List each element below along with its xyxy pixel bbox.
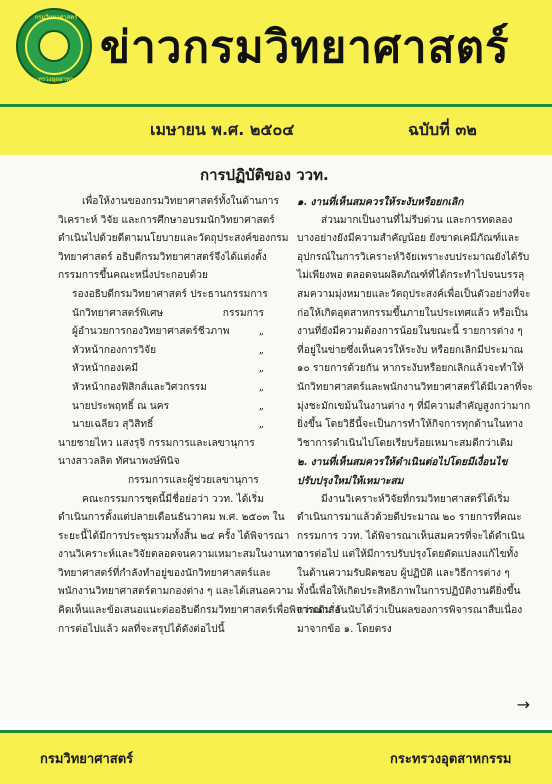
- text-line: ดำเนินการมาแล้วด้วยดีประมาณ ๒๐ รายการที่คณะ: [297, 512, 522, 524]
- text-line: กรรมการ ววท. ได้พิจารณาเห็นสมควรที่จะได้ดำเนิน: [297, 530, 525, 542]
- text-line: ดำเนินการตั้งแต่ปลายเดือนธันวาคม พ.ศ. ๒๕๐๓ ใน: [58, 512, 285, 524]
- member-mark: „: [258, 363, 264, 375]
- continue-arrow-icon: →: [516, 695, 530, 714]
- text-line: ในด้านความรับผิดชอบ ผู้ปฏิบัติ และวิธีการต่าง ๆ: [297, 567, 510, 579]
- left-body-paragraph: [58, 491, 340, 640]
- member-row: [58, 360, 290, 379]
- text-line: นางสาวลลิต ทัศนาพงษ์พินิจ: [58, 456, 180, 468]
- text-line: ดำเนินไปด้วยดีตามนโยบายและวัตถุประสงค์ของกรม: [58, 233, 289, 245]
- newsletter-title: ข่าวกรมวิทยาศาสตร์: [100, 22, 510, 73]
- issue-date: เมษายน พ.ศ. ๒๕๐๔: [150, 120, 295, 139]
- text-line: คณะกรรมการชุดนี้มีชื่อย่อว่า ววท. ได้เริ่ม: [82, 493, 264, 505]
- footer-banner: [0, 730, 552, 784]
- member-role: รองอธิบดีกรมวิทยาศาสตร์ ประธานกรรมการ: [72, 288, 268, 300]
- text-line: นักวิทยาศาสตร์และพนักงานวิทยาศาสตร์ได้มีเวลาที่จะ: [297, 381, 533, 393]
- member-role: นายประพฤทธิ์ ณ นคร: [72, 400, 170, 412]
- member-mark: „: [258, 344, 264, 356]
- text-line: บางอย่างยังมีความสำคัญน้อย ยังขาดเคมีภัณฑ์และ: [297, 233, 520, 245]
- masthead-banner: [0, 0, 552, 155]
- member-role: หัวหน้ากองการวิจัย: [72, 344, 157, 356]
- member-role: หัวหน้ากองเคมี: [72, 363, 139, 375]
- left-intro-paragraph: [58, 193, 290, 286]
- article-title: การปฏิบัติของ ววท.: [200, 166, 329, 184]
- text-line: ก่อให้เกิดอุตสาหกรรมขึ้นภายในประเทศแล้ว หรือเป็น: [297, 307, 528, 319]
- text-line: ส่วนมากเป็นงานที่ไม่รีบด่วน และการทดลอง: [321, 214, 513, 226]
- text-line: วิทยาศาสตร์ที่กำลังทำอยู่ของนักวิทยาศาสตร์และ: [58, 567, 272, 579]
- member-row: [58, 323, 290, 342]
- member-mark: „: [258, 419, 264, 431]
- footer-divider: [0, 730, 552, 733]
- member-row: [58, 342, 290, 361]
- text-line: วิทยาศาสตร์ อธิบดีกรมวิทยาศาสตร์จึงได้แต่งตั้ง: [58, 251, 267, 263]
- text-line: การต่อไป แต่ให้มีการปรับปรุงโดยดัดแปลงแก้ไขทั้ง: [297, 549, 519, 561]
- member-role: ผู้อำนวยการกองวิทยาศาสตร์ชีวภาพ: [72, 326, 230, 338]
- text-line: กรรมการขึ้นคณะหนึ่งประกอบด้วย: [58, 270, 208, 282]
- text-line: ที่อยู่ในข่ายซึ่งเห็นควรให้ระงับ หรือยกเลิกมีประมาณ: [297, 344, 524, 356]
- secretary-list: [58, 435, 290, 472]
- section-2-heading: ๒. งานที่เห็นสมควรให้ดำเนินต่อไปโดยมีเงื่อนไข: [297, 456, 508, 469]
- text-line: วิชาการดำเนินไปโดยเรียบร้อยเหมาะสมดีกว่าเดิม: [297, 437, 514, 449]
- text-line: สมความมุ่งหมายและวัตถุประสงค์เพื่อเป็นตัวอย่างที่จะ: [297, 288, 531, 300]
- member-row: [58, 398, 290, 417]
- text-line: ๑๐ รายการด้วยกัน หากระงับหรือยกเลิกแล้วจะทำให้: [297, 363, 524, 375]
- committee-members-list: [58, 286, 290, 435]
- seal-emblem-icon: [38, 30, 70, 62]
- text-line: มีงานวิเคราะห์วิจัยที่กรมวิทยาศาสตร์ได้เริ่ม: [321, 493, 510, 505]
- text-line: คิดเห็นและข้อเสนอแนะต่ออธิบดีกรมวิทยาศาสตร์เพื่อพิจารณาสั่ง: [58, 605, 340, 617]
- member-mark: „: [258, 400, 264, 412]
- text-line: ระยะนี้ได้มีการประชุมรวมทั้งสิ้น ๒๔ ครั้ง ได้พิจารณา: [58, 530, 290, 542]
- secretary-role: กรรมการและผู้ช่วยเลขานุการ: [128, 474, 259, 486]
- text-line: งานที่ยังมีความต้องการน้อยในขณะนี้ รายการต่าง ๆ: [297, 326, 523, 338]
- section-2-heading-cont: ปรับปรุงใหม่ให้เหมาะสม: [297, 474, 404, 487]
- text-line: อุปกรณ์ในการวิเคราะห์วิจัยเพราะงบประมาณยังได้รับ: [297, 251, 530, 263]
- member-row: [58, 305, 290, 324]
- text-line: เพื่อให้งานของกรมวิทยาศาสตร์ทั้งในด้านการ: [82, 196, 279, 207]
- department-seal-logo: [16, 8, 92, 84]
- text-line: ทั้งนี้เพื่อให้เกิดประสิทธิภาพในการปฏิบัติงานดียิ่งขึ้น: [297, 586, 521, 598]
- masthead-divider: [0, 104, 552, 107]
- member-row: [58, 416, 290, 435]
- text-line: มุ่งชะมักเขม้นในงานต่าง ๆ ที่มีความสำคัญสูงกว่ามาก: [297, 400, 531, 412]
- footer-department: กรมวิทยาศาสตร์: [40, 752, 134, 767]
- seal-bottom-text: กระทรวงอุตสาหกรรม: [27, 76, 85, 83]
- text-line: การต่อไปแล้ว ผลที่จะสรุปได้ดังต่อไปนี้: [58, 623, 225, 635]
- footer-ministry: กระทรวงอุตสาหกรรม: [390, 752, 512, 767]
- text-line: วิเคราะห์ วิจัย และการศึกษาอบรมนักวิทยาศาสตร์: [58, 214, 275, 226]
- text-line: นายชายไหว แสงรุจิ กรรมการและเลขานุการ: [58, 437, 255, 449]
- text-line: ไม่เพียงพอ ตลอดจนผลิตภัณฑ์ที่ได้กระทำไปจนบรรลุ: [297, 270, 525, 282]
- text-line: งานวิเคราะห์และวิจัยตลอดจนความเหมาะสมในงานทาง: [58, 549, 303, 561]
- section-1-heading: ๑. งานที่เห็นสมควรให้ระงับหรือยกเลิก: [297, 196, 464, 208]
- text-line: มาจากข้อ ๑. โดยตรง: [297, 623, 392, 635]
- article-body: [0, 155, 552, 720]
- text-line: กว่าเดิม อันนับได้ว่าเป็นผลของการพิจารณาสืบเนื่อง: [297, 605, 523, 617]
- member-mark: กรรมการ: [222, 307, 264, 319]
- right-column: [297, 193, 539, 639]
- member-mark: „: [258, 326, 264, 338]
- section-1-paragraph: [297, 212, 539, 454]
- seal-top-text: กรมวิทยาศาสตร์: [34, 14, 78, 21]
- member-role: หัวหน้ากองฟิสิกส์และวิศวกรรม: [72, 381, 207, 393]
- issue-number: ฉบับที่ ๓๒: [408, 120, 477, 139]
- section-2-paragraph: [297, 491, 539, 640]
- text-line: ยิ่งขึ้น โดยวิธีนี้จะเป็นการทำให้กิจการทุกด้านในทาง: [297, 419, 523, 431]
- text-line: พนักงานวิทยาศาสตร์ตามกองต่าง ๆ และได้เสนอความ: [58, 586, 294, 598]
- member-role: นักวิทยาศาสตร์พิเศษ: [72, 307, 164, 319]
- member-mark: „: [258, 381, 264, 393]
- member-row: [58, 286, 290, 305]
- member-row: [58, 379, 290, 398]
- left-column: [58, 193, 340, 639]
- member-role: นายเฉลียว สุวิสิทธิ์: [72, 419, 154, 431]
